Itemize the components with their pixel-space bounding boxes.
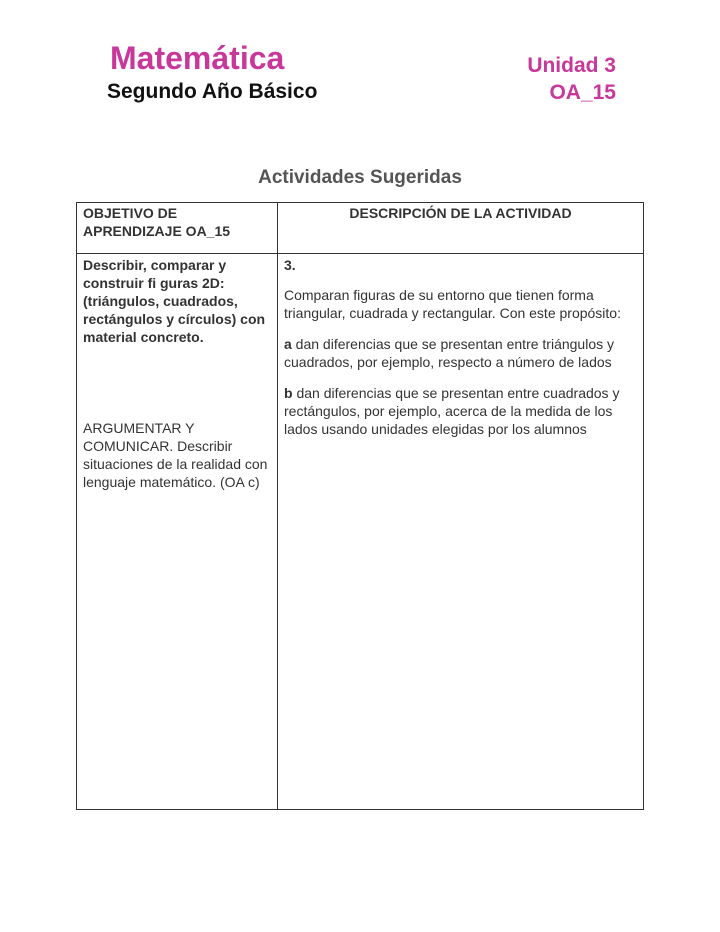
activity-item-a: [284, 335, 637, 371]
item-text: dan diferencias que se presentan entre triángulos y cuadrados, por ejemplo, respecto a número de lados: [284, 336, 615, 370]
item-letter: a: [284, 336, 292, 352]
header-description: DESCRIPCIÓN DE LA ACTIVIDAD: [278, 203, 644, 254]
activity-item-b: [284, 384, 637, 438]
objective-text: Describir, comparar y construir fi guras 2D: (triángulos, cuadrados, rectángulos y círculos) con material concreto.: [83, 257, 266, 345]
grade-subtitle: Segundo Año Básico: [107, 80, 318, 103]
activity-number: 3.: [284, 257, 296, 273]
skill-text: ARGUMENTAR Y COMUNICAR. Describir situaciones de la realidad con lenguaje matemático. (OA c): [83, 420, 268, 490]
header-objective: OBJETIVO DE APRENDIZAJE OA_15: [77, 203, 278, 254]
subject-title: Matemática: [110, 40, 285, 76]
section-title: Actividades Sugeridas: [258, 167, 462, 188]
objective-code: OA_15: [549, 81, 616, 104]
description-cell: [278, 254, 644, 810]
item-letter: b: [284, 385, 293, 401]
table-row: [77, 254, 644, 810]
activity-intro: Comparan figuras de su entorno que tienen forma triangular, cuadrada y rectangular. Con este propósito:: [284, 287, 621, 321]
unit-label: Unidad 3: [527, 54, 616, 77]
table-header-row: [77, 203, 644, 254]
item-text: dan diferencias que se presentan entre cuadrados y rectángulos, por ejemplo, acerca de la medida de los lados usando unidades elegidas por los alumnos: [284, 385, 620, 437]
objective-cell: [77, 254, 278, 810]
activities-table: [76, 202, 644, 810]
